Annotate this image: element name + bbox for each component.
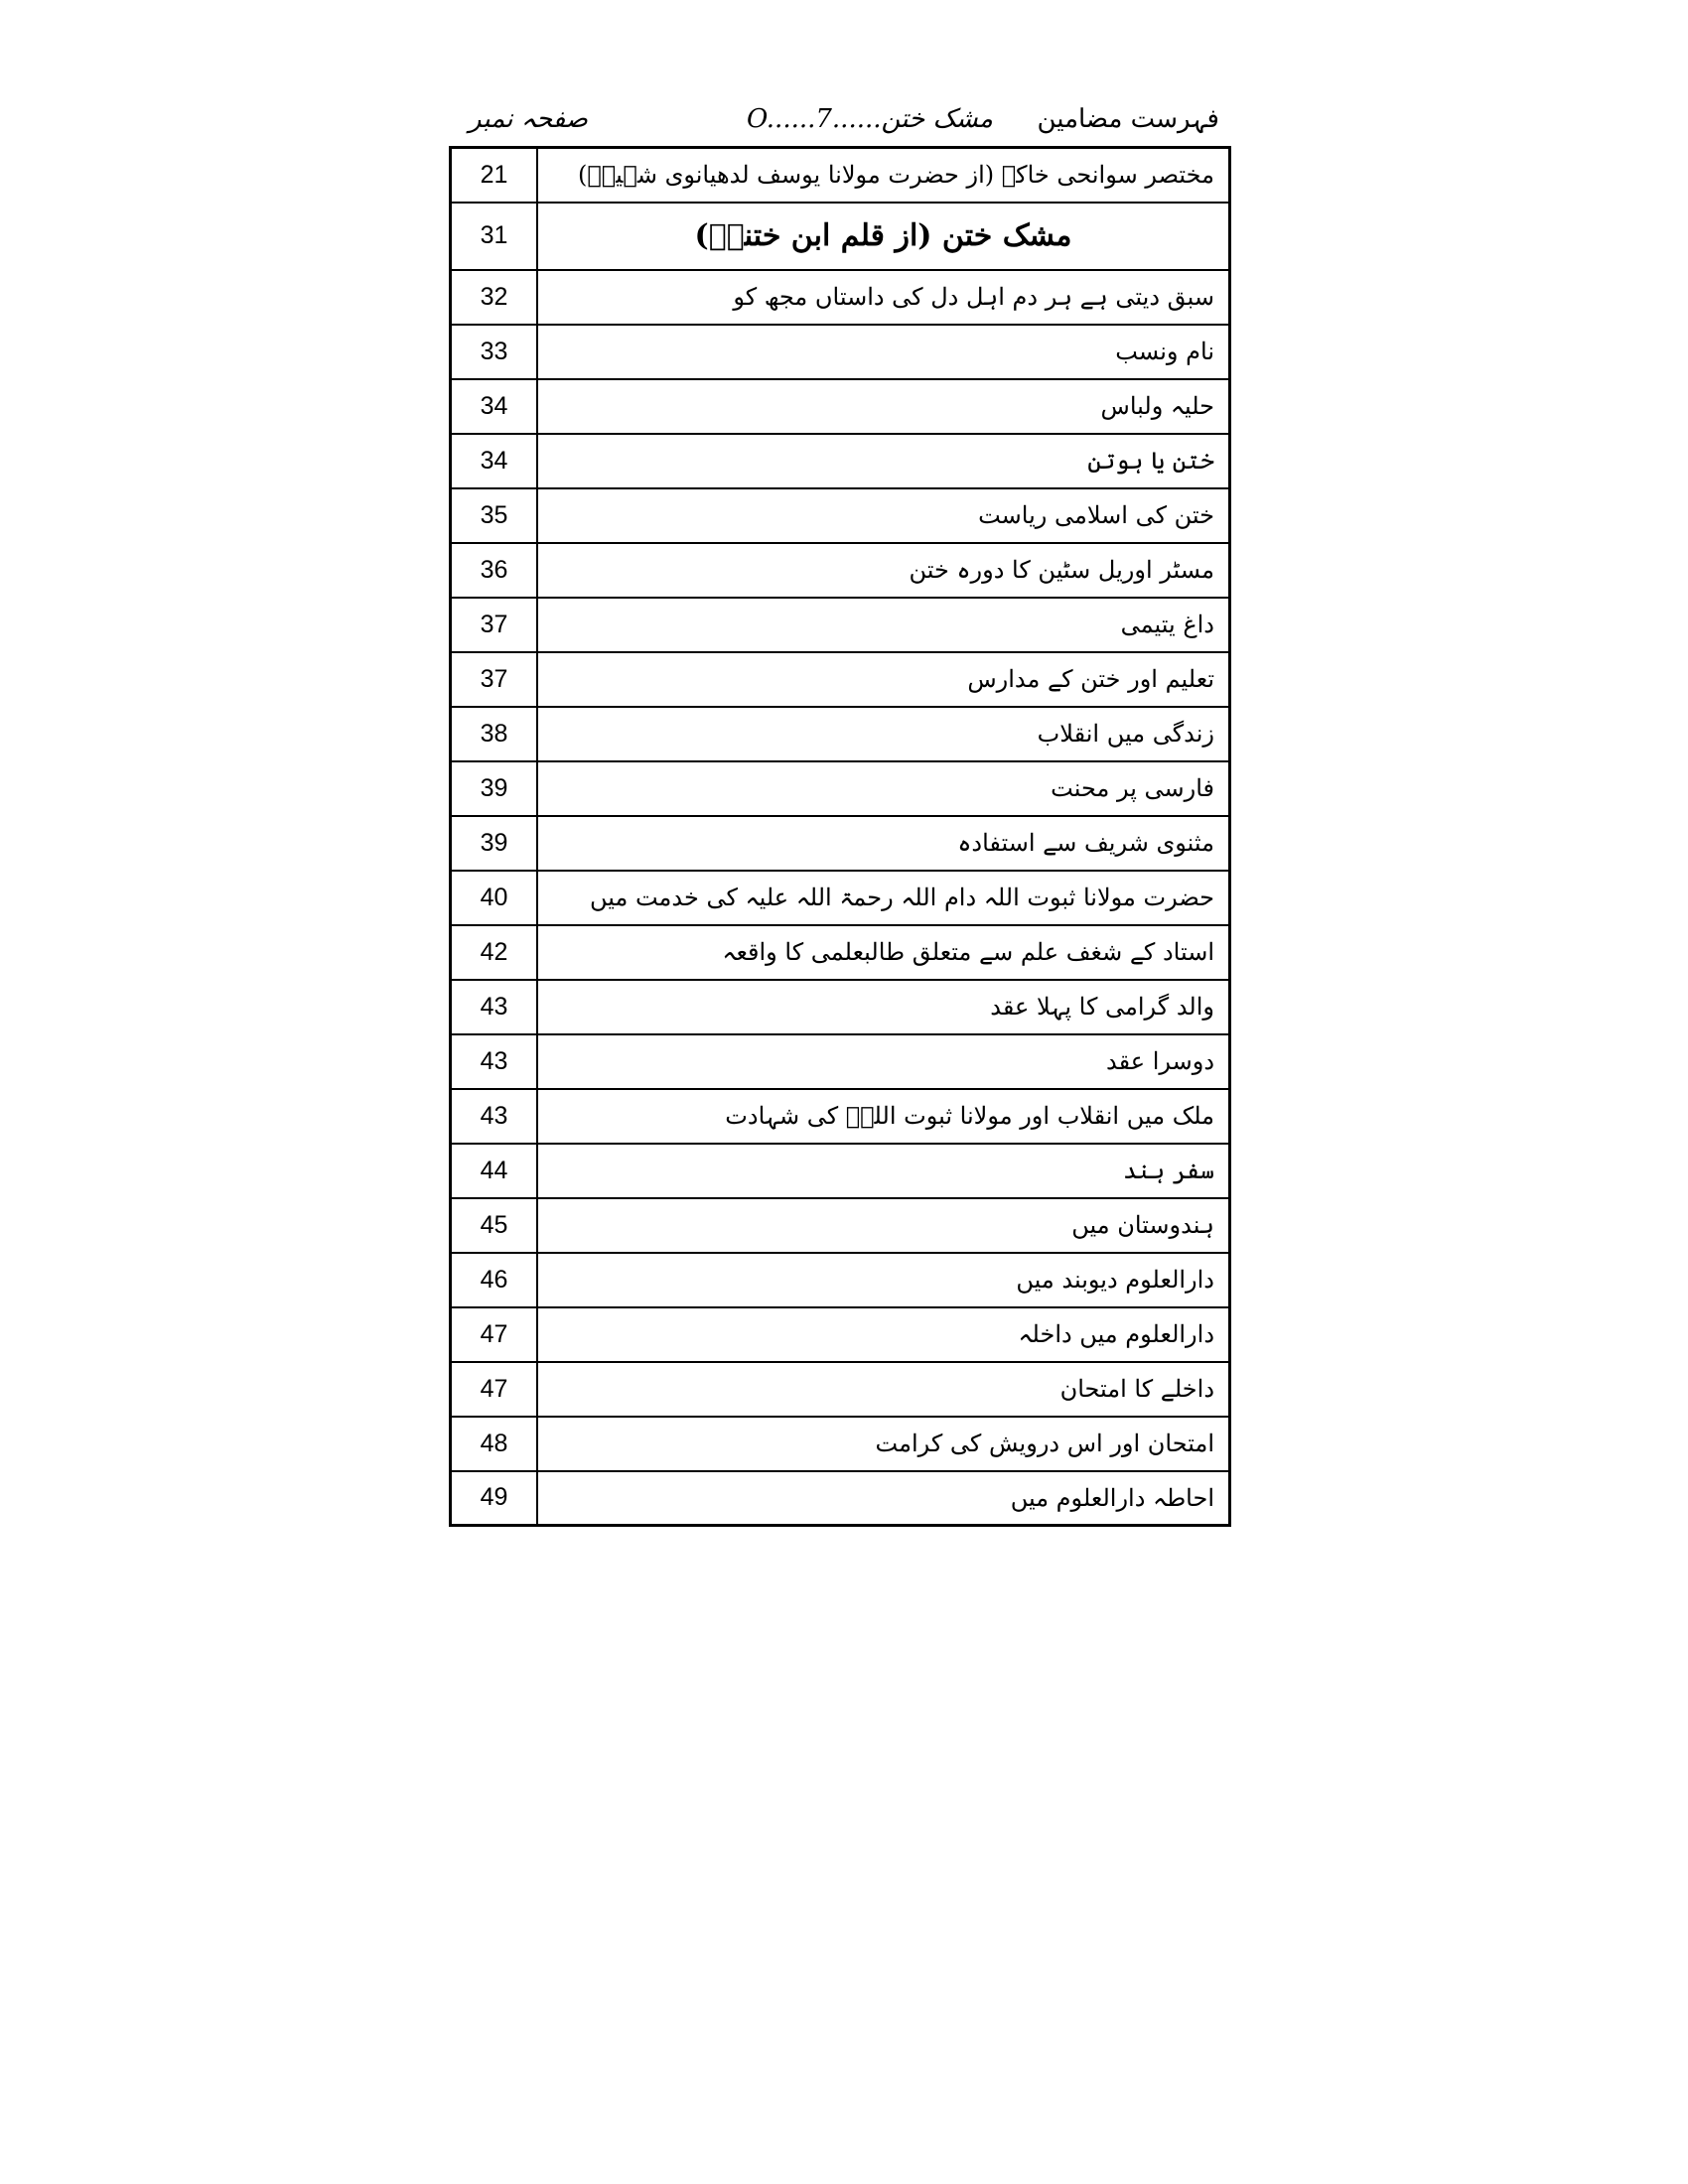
toc-entry-title: داغ یتیمی — [537, 598, 1230, 652]
toc-row — [451, 925, 1230, 980]
toc-entry-title: دوسرا عقد — [537, 1034, 1230, 1089]
toc-row — [451, 1144, 1230, 1198]
toc-row — [451, 1089, 1230, 1144]
contents-title: فہرست مضامین — [1037, 104, 1219, 134]
toc-page-number: 37 — [451, 652, 538, 707]
toc-page-number: 35 — [451, 488, 538, 543]
toc-entry-title: زندگی میں انقلاب — [537, 707, 1230, 761]
toc-page-number: 39 — [451, 816, 538, 871]
toc-entry-title: مختصر سوانحی خاکہ (از حضرت مولانا یوسف لدھیانوی شہیدؒ) — [537, 148, 1230, 203]
toc-row — [451, 1198, 1230, 1253]
toc-row — [451, 707, 1230, 761]
toc-entry-title: سفر ہند — [537, 1144, 1230, 1198]
toc-entry-title: مثنوی شریف سے استفادہ — [537, 816, 1230, 871]
running-header: مشک ختن......O......7 — [747, 104, 993, 134]
toc-entry-title: حضرت مولانا ثبوت اللہ دام اللہ رحمۃ اللہ علیہ کی خدمت میں — [537, 871, 1230, 925]
toc-row — [451, 1362, 1230, 1417]
toc-entry-title: تعلیم اور ختن کے مدارس — [537, 652, 1230, 707]
toc-page-number: 34 — [451, 379, 538, 434]
page-header — [449, 99, 1231, 143]
toc-page-number: 42 — [451, 925, 538, 980]
toc-row — [451, 980, 1230, 1034]
toc-entry-title: دارالعلوم دیوبند میں — [537, 1253, 1230, 1307]
toc-entry-title: نام ونسب — [537, 325, 1230, 379]
toc-entry-title: امتحان اور اس درویش کی کرامت — [537, 1417, 1230, 1471]
toc-page-number: 31 — [451, 203, 538, 270]
toc-row — [451, 325, 1230, 379]
toc-row — [451, 761, 1230, 816]
toc-page-number: 32 — [451, 270, 538, 325]
toc-row — [451, 1471, 1230, 1526]
toc-page-number: 37 — [451, 598, 538, 652]
toc-entry-title: فارسی پر محنت — [537, 761, 1230, 816]
toc-entry-title: والد گرامی کا پہلا عقد — [537, 980, 1230, 1034]
toc-entry-title: ہندوستان میں — [537, 1198, 1230, 1253]
toc-row — [451, 598, 1230, 652]
toc-page-number: 34 — [451, 434, 538, 488]
toc-row — [451, 434, 1230, 488]
toc-page-number: 21 — [451, 148, 538, 203]
toc-row — [451, 379, 1230, 434]
toc-entry-title: حلیہ ولباس — [537, 379, 1230, 434]
page-number-column-label: صفحہ نمبر — [469, 104, 588, 134]
toc-page-number: 40 — [451, 871, 538, 925]
toc-page-number: 38 — [451, 707, 538, 761]
toc-page-number: 48 — [451, 1417, 538, 1471]
toc-row — [451, 652, 1230, 707]
toc-row — [451, 1417, 1230, 1471]
toc-page-number: 33 — [451, 325, 538, 379]
toc-entry-title: سبق دیتی ہے ہر دم اہل دل کی داستاں مجھ کو — [537, 270, 1230, 325]
toc-row — [451, 203, 1230, 270]
toc-page-number: 39 — [451, 761, 538, 816]
toc-row — [451, 148, 1230, 203]
toc-page-number: 47 — [451, 1362, 538, 1417]
toc-row — [451, 1034, 1230, 1089]
toc-page-number: 47 — [451, 1307, 538, 1362]
toc-page-number: 43 — [451, 1034, 538, 1089]
toc-entry-title: استاد کے شغف علم سے متعلق طالبعلمی کا واقعہ — [537, 925, 1230, 980]
toc-row — [451, 270, 1230, 325]
toc-page-number: 45 — [451, 1198, 538, 1253]
toc-entry-title: داخلے کا امتحان — [537, 1362, 1230, 1417]
toc-entry-title: احاطہ دارالعلوم میں — [537, 1471, 1230, 1526]
table-of-contents — [449, 146, 1231, 1527]
toc-entry-title: ختن یا ہوتن — [537, 434, 1230, 488]
toc-page-number: 43 — [451, 980, 538, 1034]
toc-row — [451, 871, 1230, 925]
toc-page-number: 49 — [451, 1471, 538, 1526]
toc-page-number: 44 — [451, 1144, 538, 1198]
toc-row — [451, 1307, 1230, 1362]
toc-row — [451, 1253, 1230, 1307]
toc-row — [451, 488, 1230, 543]
toc-entry-title: ختن کی اسلامی ریاست — [537, 488, 1230, 543]
toc-entry-title: ملک میں انقلاب اور مولانا ثبوت اللہؒ کی شہادت — [537, 1089, 1230, 1144]
toc-entry-title: دارالعلوم میں داخلہ — [537, 1307, 1230, 1362]
toc-row — [451, 543, 1230, 598]
toc-page-number: 43 — [451, 1089, 538, 1144]
toc-section-title: مشک ختن (از قلم ابن ختنیؒ) — [537, 203, 1230, 270]
toc-page-number: 36 — [451, 543, 538, 598]
toc-row — [451, 816, 1230, 871]
toc-entry-title: مسٹر اوریل سٹین کا دورہ ختن — [537, 543, 1230, 598]
toc-page-number: 46 — [451, 1253, 538, 1307]
